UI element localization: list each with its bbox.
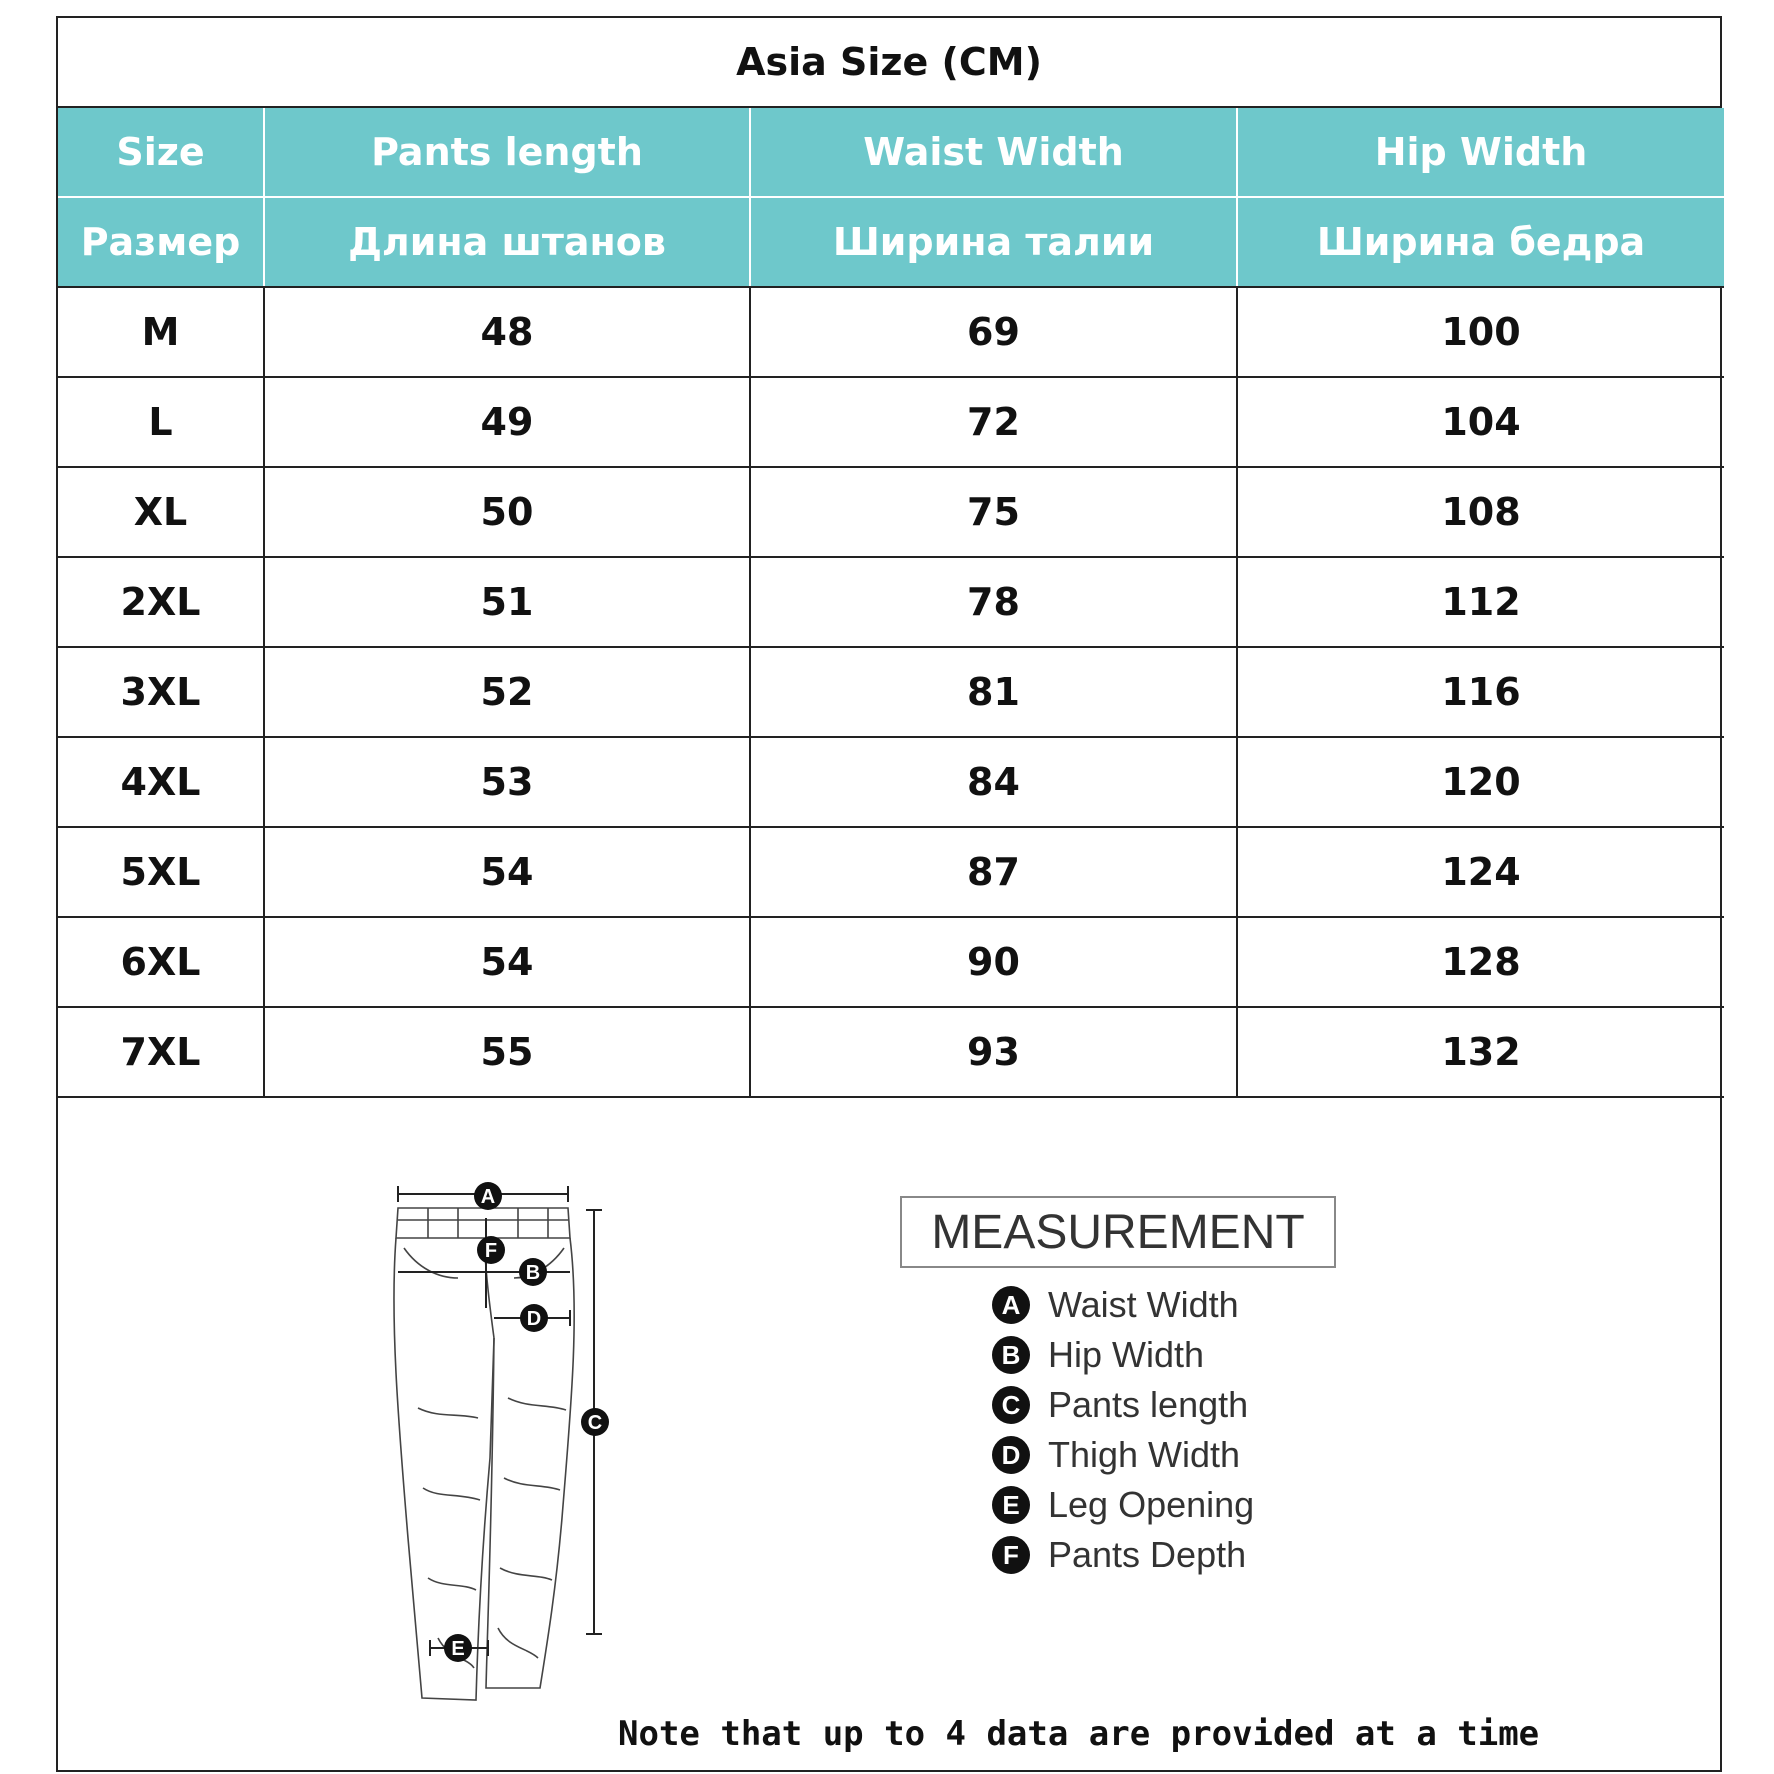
cell-waist-width: 78 [750, 557, 1237, 647]
cell-hip-width: 132 [1237, 1007, 1724, 1097]
header-hip-width-ru: Ширина бедра [1237, 197, 1724, 287]
marker-a: A [480, 1186, 496, 1208]
cell-size: 6XL [58, 917, 264, 1007]
legend-label: Leg Opening [1048, 1484, 1255, 1525]
chart-title: Asia Size (CM) [58, 18, 1720, 108]
legend-label: Pants Depth [1048, 1534, 1247, 1575]
measurement-legend [992, 1280, 1254, 1580]
cell-size: 4XL [58, 737, 264, 827]
size-table [58, 108, 1724, 1098]
header-size-ru: Размер [58, 197, 264, 287]
cell-size: 5XL [58, 827, 264, 917]
legend-item [992, 1530, 1254, 1580]
size-chart-frame [56, 16, 1722, 1772]
cell-pants-length: 55 [264, 1007, 750, 1097]
table-row [58, 827, 1724, 917]
legend-label: Hip Width [1048, 1334, 1205, 1375]
table-row [58, 467, 1724, 557]
cell-waist-width: 72 [750, 377, 1237, 467]
header-row-russian [58, 197, 1724, 287]
cell-waist-width: 75 [750, 467, 1237, 557]
legend-item [992, 1430, 1254, 1480]
cell-pants-length: 53 [264, 737, 750, 827]
table-row [58, 287, 1724, 377]
header-waist-width-ru: Ширина талии [750, 197, 1237, 287]
cell-hip-width: 100 [1237, 287, 1724, 377]
header-row-english [58, 108, 1724, 197]
legend-label: Thigh Width [1048, 1434, 1241, 1475]
legend-letter-badge: B [992, 1336, 1030, 1374]
legend-item [992, 1330, 1254, 1380]
pants-diagram [318, 1158, 638, 1718]
legend-label: Pants length [1048, 1384, 1249, 1425]
header-hip-width: Hip Width [1237, 108, 1724, 197]
header-size: Size [58, 108, 264, 197]
cell-size: L [58, 377, 264, 467]
header-pants-length-ru: Длина штанов [264, 197, 750, 287]
legend-label: Waist Width [1048, 1284, 1239, 1325]
marker-c: C [587, 1412, 603, 1434]
cell-waist-width: 90 [750, 917, 1237, 1007]
cell-size: 7XL [58, 1007, 264, 1097]
table-row [58, 647, 1724, 737]
size-table-body [58, 287, 1724, 1097]
cell-pants-length: 48 [264, 287, 750, 377]
legend-letter-badge: A [992, 1286, 1030, 1324]
cell-waist-width: 69 [750, 287, 1237, 377]
cell-pants-length: 54 [264, 917, 750, 1007]
cell-hip-width: 124 [1237, 827, 1724, 917]
cell-waist-width: 87 [750, 827, 1237, 917]
cell-size: M [58, 287, 264, 377]
marker-e: E [451, 1638, 465, 1660]
cell-hip-width: 120 [1237, 737, 1724, 827]
cell-pants-length: 49 [264, 377, 750, 467]
measurement-title: MEASUREMENT [900, 1196, 1336, 1268]
table-row [58, 1007, 1724, 1097]
cell-waist-width: 81 [750, 647, 1237, 737]
cell-pants-length: 50 [264, 467, 750, 557]
marker-f: F [484, 1240, 498, 1262]
table-row [58, 557, 1724, 647]
legend-item [992, 1480, 1254, 1530]
header-waist-width: Waist Width [750, 108, 1237, 197]
cell-pants-length: 54 [264, 827, 750, 917]
legend-letter-badge: D [992, 1436, 1030, 1474]
cell-waist-width: 84 [750, 737, 1237, 827]
legend-letter-badge: C [992, 1386, 1030, 1424]
table-row [58, 917, 1724, 1007]
cell-size: 3XL [58, 647, 264, 737]
table-row [58, 737, 1724, 827]
header-pants-length: Pants length [264, 108, 750, 197]
cell-hip-width: 104 [1237, 377, 1724, 467]
legend-item [992, 1280, 1254, 1330]
marker-b: B [525, 1262, 541, 1284]
legend-letter-badge: E [992, 1486, 1030, 1524]
legend-item [992, 1380, 1254, 1430]
note-text: Note that up to 4 data are provided at a time [618, 1714, 1540, 1754]
cell-hip-width: 108 [1237, 467, 1724, 557]
cell-pants-length: 52 [264, 647, 750, 737]
marker-d: D [526, 1308, 542, 1330]
cell-size: 2XL [58, 557, 264, 647]
legend-letter-badge: F [992, 1536, 1030, 1574]
cell-waist-width: 93 [750, 1007, 1237, 1097]
cell-size: XL [58, 467, 264, 557]
cell-hip-width: 112 [1237, 557, 1724, 647]
cell-hip-width: 128 [1237, 917, 1724, 1007]
table-row [58, 377, 1724, 467]
cell-pants-length: 51 [264, 557, 750, 647]
cell-hip-width: 116 [1237, 647, 1724, 737]
